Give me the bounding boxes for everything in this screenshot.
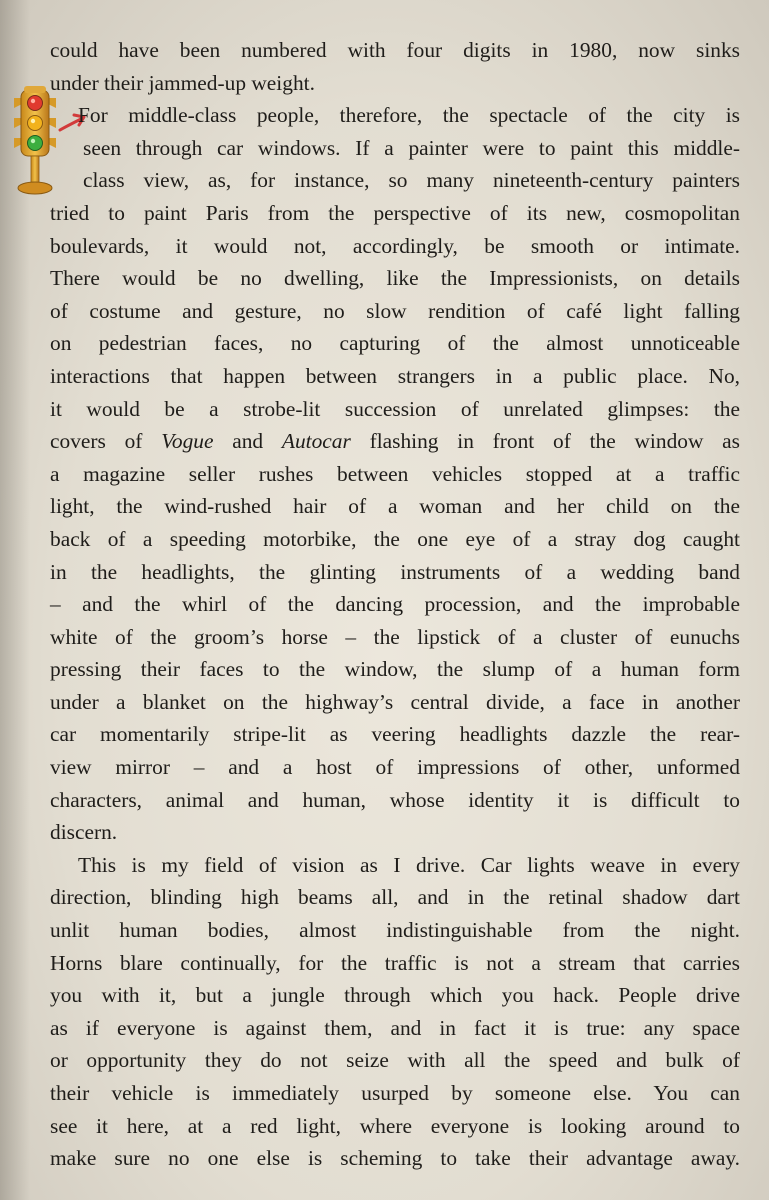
text-line: make sure no one else is scheming to take their advantage away. <box>50 1146 740 1171</box>
text-line: seen through car windows. If a painter were to paint this middle- <box>83 135 740 160</box>
text-line: view mirror – and a host of impressions of other, unformed <box>50 755 740 780</box>
text-line: or opportunity they do not seize with all the speed and bulk of <box>50 1048 740 1073</box>
text-line: in the headlights, the glinting instruments of a wedding band <box>50 559 740 584</box>
text-line: tried to paint Paris from the perspective of its new, cosmopolitan <box>50 200 740 225</box>
text-line: There would be no dwelling, like the Impressionists, on details <box>50 266 740 291</box>
text-line: under their jammed-up weight. <box>50 70 315 95</box>
text-line: pressing their faces to the window, the slump of a human form <box>50 657 740 682</box>
italic-title-autocar: Autocar <box>281 429 351 454</box>
text-line: under a blanket on the highway’s central divide, a face in another <box>50 689 740 714</box>
text-line: see it here, at a red light, where everyone is looking around to <box>50 1113 740 1138</box>
text-line: white of the groom’s horse – the lipstick of a cluster of eunuchs <box>50 624 740 649</box>
text-line: it would be a strobe-lit succession of unrelated glimpses: the <box>50 396 740 421</box>
text-line: car momentarily stripe-lit as veering headlights dazzle the rear- <box>50 722 740 747</box>
text-line: characters, animal and human, whose identity it is difficult to <box>50 787 740 812</box>
text-line: interactions that happen between strangers in a public place. No, <box>50 363 740 388</box>
text-line: on pedestrian faces, no capturing of the almost unnoticeable <box>50 331 740 356</box>
text-line: This is my field of vision as I drive. Car lights weave in every <box>78 852 740 877</box>
text-line: as if everyone is against them, and in fact it is true: any space <box>50 1015 740 1040</box>
body-text <box>50 34 740 1175</box>
text-line: light, the wind-rushed hair of a woman and her child on the <box>50 494 740 519</box>
text-line: could have been numbered with four digits in 1980, now sinks <box>50 38 740 62</box>
paragraph-middle-class <box>50 99 740 849</box>
text-line: back of a speeding motorbike, the one eye of a stray dog caught <box>50 526 740 551</box>
text-line: class view, as, for instance, so many nineteenth-century painters <box>83 168 740 193</box>
text-line: you with it, but a jungle through which you hack. People drive <box>50 983 740 1008</box>
text-line: of costume and gesture, no slow rendition of café light falling <box>50 298 740 323</box>
text-line: For middle-class people, therefore, the spectacle of the city is <box>78 103 740 128</box>
text-line: their vehicle is immediately usurped by someone else. You can <box>50 1081 740 1105</box>
text-line-with-italics: covers of Vogue and Autocar flashing in front of the window as <box>50 429 740 454</box>
paragraph-continuation <box>50 34 740 99</box>
text-line: direction, blinding high beams all, and in the retinal shadow dart <box>50 885 740 910</box>
text-line: discern. <box>50 820 118 845</box>
text-line: a magazine seller rushes between vehicles stopped at a traffic <box>50 461 740 486</box>
text-line: boulevards, it would not, accordingly, be smooth or intimate. <box>50 233 740 258</box>
text-line: Horns blare continually, for the traffic is not a stream that carries <box>50 950 740 975</box>
italic-title-vogue: Vogue <box>161 429 214 454</box>
paragraph-field-of-vision <box>50 849 740 1175</box>
text-line: unlit human bodies, almost indistinguishable from the night. <box>50 918 740 943</box>
text-line: – and the whirl of the dancing procession, and the improbable <box>50 592 740 617</box>
